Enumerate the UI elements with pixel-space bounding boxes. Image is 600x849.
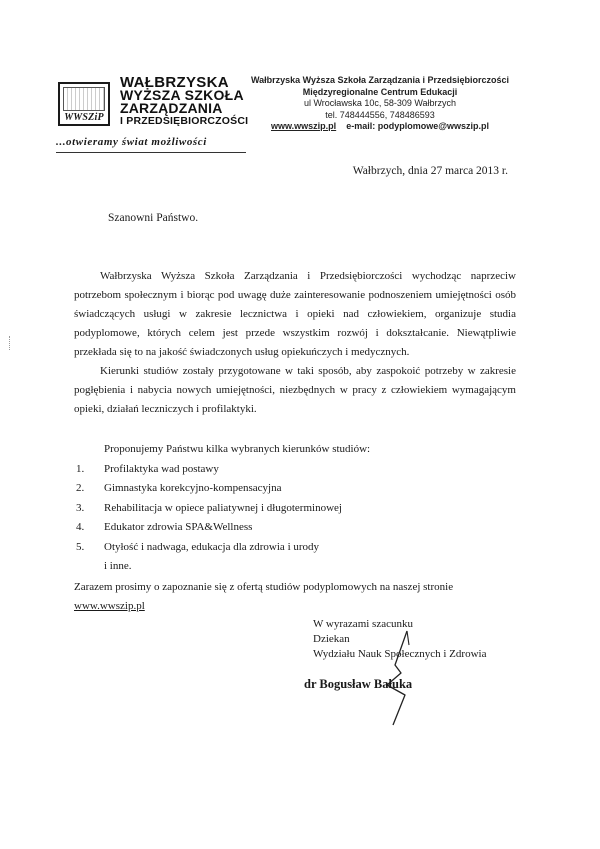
logo-emblem — [63, 87, 105, 111]
list-item-number: 3. — [76, 501, 85, 514]
letterhead-divider — [56, 152, 246, 153]
list-item — [74, 479, 516, 499]
list-item-text: Gimnastyka korekcyjno-kompensacyjna — [104, 482, 282, 494]
list-item-text: Profilaktyka wad postawy — [104, 462, 219, 475]
closing-sentence: Zarazem prosimy o zapoznanie się z ofertą studiów podyplomowych na naszej stronie — [74, 580, 454, 593]
logo-text: WWSZiP — [64, 112, 104, 123]
list-item-text: Edukator zdrowia SPA&Wellness — [104, 521, 253, 533]
body-paragraph-1: Wałbrzyska Wyższa Szkoła Zarządzania i Przedsiębiorczości wychodząc naprzeciw potrzebom społecznym i biorąc pod uwagę duże zainteresowanie podnoszeniem umiejętności osób świadczących usługi w zakresie lecznictwa i opieki nad człowiekiem, organizuje studia podyplomowe, których celem jest przede wszystkim rozwój i dokształcanie. Niewątpliwie przekłada się to na jakość świadczonych usług opiekuńczych i medycznych. — [74, 270, 516, 358]
list-item — [74, 460, 516, 480]
list-item-text: Rehabilitacja w opiece paliatywnej i długoterminowej — [104, 501, 342, 514]
contact-center: Międzyregionalne Centrum Edukacji — [302, 86, 458, 97]
contact-phone: tel. 748444556, 748486593 — [325, 109, 435, 120]
greeting: Szanowni Państwo. — [108, 212, 199, 224]
school-logo — [58, 82, 110, 126]
school-name-line-4: I PRZEDSIĘBIORCZOŚCI — [120, 115, 249, 127]
school-name-line-2: WYŻSZA SZKOŁA — [120, 87, 244, 103]
list-item-number: 4. — [76, 521, 85, 533]
school-name-line-1: WAŁBRZYSKA — [120, 74, 229, 91]
list-intro: Proponujemy Państwu kilka wybranych kierunków studiów: — [104, 443, 371, 455]
contact-website-link[interactable]: www.wwszip.pl — [271, 121, 337, 131]
contact-name: Wałbrzyska Wyższa Szkoła Zarządzania i Przedsiębiorczości — [250, 75, 510, 85]
school-name — [120, 76, 248, 128]
list-item — [74, 538, 516, 558]
body-paragraph-2: Kierunki studiów zostały przygotowane w taki sposób, aby zaspokoić potrzeby w zakresie pogłębienia i nabycia nowych umiejętności, niezbędnych w pracy z człowiekiem wymagającym opieki, działań leczniczych i profilaktyki. — [74, 365, 516, 415]
list-item-number: 1. — [76, 462, 85, 475]
signer-name: dr Bogusław Bałuka — [304, 677, 413, 691]
school-name-line-3: ZARZĄDZANIA — [120, 100, 223, 116]
list-item — [74, 499, 516, 519]
letter-body — [74, 267, 516, 419]
list-more: i inne. — [104, 560, 132, 572]
motto: ...otwieramy świat możliwości — [56, 136, 207, 148]
letter-date: Wałbrzych, dnia 27 marca 2013 r. — [352, 165, 508, 177]
scan-margin-mark — [9, 336, 13, 350]
signoff-line-2: Dziekan — [313, 633, 350, 645]
contact-address: ul Wrocławska 10c, 58-309 Wałbrzych — [303, 98, 457, 108]
list-item-number: 2. — [76, 482, 85, 494]
list-item-number: 5. — [76, 540, 85, 553]
contact-email: e-mail: podyplomowe@wwszip.pl — [346, 121, 489, 131]
contact-block — [240, 75, 520, 133]
programme-list — [74, 460, 516, 558]
list-item-text: Otyłość i nadwaga, edukacja dla zdrowia i urody — [104, 540, 320, 553]
website-link[interactable]: www.wwszip.pl — [74, 600, 145, 612]
signoff-line-3: Wydziału Nauk Społecznych i Zdrowia — [313, 648, 487, 660]
programme-list-block — [74, 440, 516, 617]
signoff-line-1: W wyrazami szacunku — [313, 618, 413, 630]
list-item — [74, 518, 516, 538]
contact-web-line — [240, 121, 520, 133]
